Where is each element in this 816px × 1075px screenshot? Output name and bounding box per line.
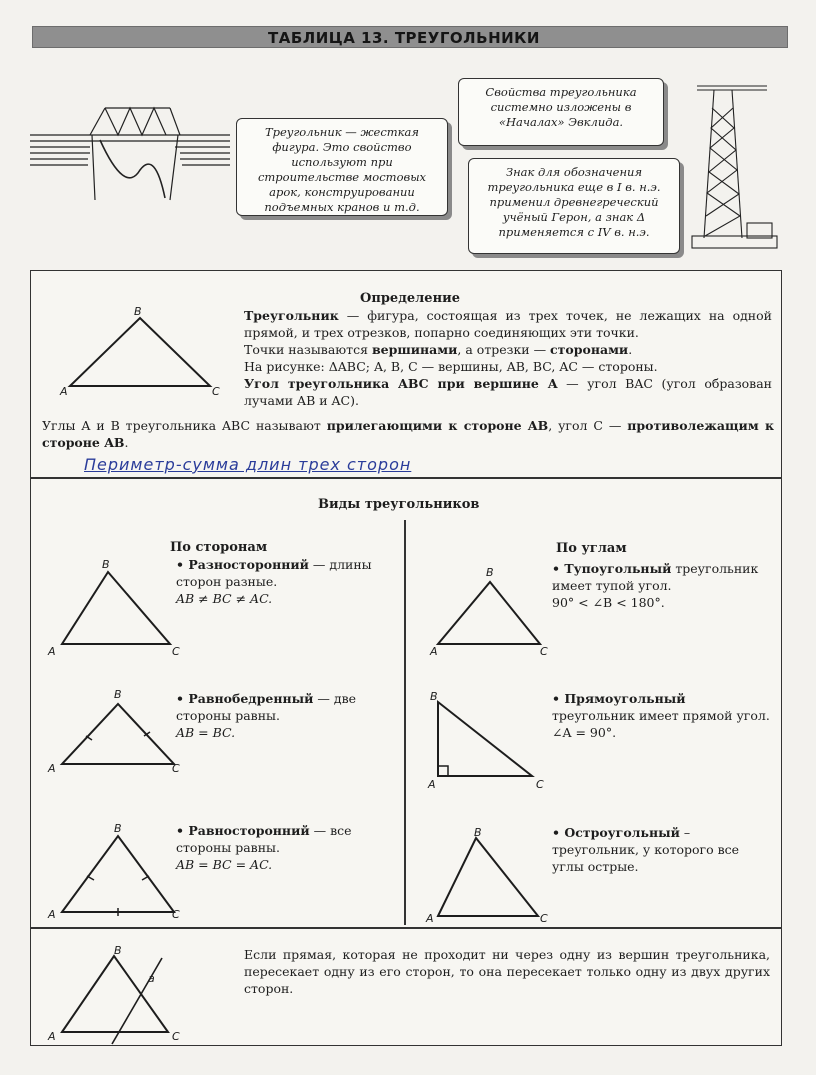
isosceles-term: Равнобедренный — [188, 691, 314, 706]
term-triangle: Треугольник — [244, 308, 339, 323]
scalene-label-a: A — [48, 645, 56, 658]
isosceles-formula: AB = BC. — [176, 725, 236, 740]
right-term: Прямоугольный — [564, 691, 686, 706]
acute-text — [552, 824, 772, 875]
isosceles-triangle — [50, 688, 180, 778]
equilateral-label-a: A — [48, 908, 56, 921]
kinds-heading: Виды треугольников — [318, 497, 480, 512]
equilateral-desc: — все стороны равны. — [176, 823, 352, 855]
obtuse-formula: 90° < ∠B < 180°. — [552, 595, 665, 610]
label-b: B — [134, 305, 142, 318]
right-triangle — [430, 690, 550, 790]
scalene-text — [176, 556, 394, 607]
acute-term: Остроугольный — [564, 825, 680, 840]
obtuse-label-c: C — [540, 645, 548, 658]
adj-c: , угол C — — [548, 418, 628, 433]
isosceles-label-a: A — [48, 762, 56, 775]
theorem-label-c: C — [172, 1030, 180, 1043]
obtuse-term: Тупоугольный — [564, 561, 672, 576]
by-angles-heading: По углам — [556, 541, 627, 556]
acute-triangle — [430, 830, 550, 930]
isosceles-desc: — две стороны равны. — [176, 691, 357, 723]
definition-text — [244, 307, 772, 409]
scalene-label-c: C — [172, 645, 180, 658]
obtuse-text — [552, 560, 772, 611]
equilateral-text — [176, 822, 394, 873]
scalene-desc: — длины сторон разные. — [176, 557, 372, 589]
card-heron: Знак для обозначения треугольника еще в I в. н.э. применил древнегреческий учёный Герон, а знак Δ применяется с IV в. н.э. — [468, 158, 680, 254]
label-c: C — [212, 385, 220, 398]
by-sides-heading: По сторонам — [170, 540, 268, 555]
theorem-label-b: B — [114, 944, 122, 957]
column-divider — [404, 520, 406, 925]
isosceles-text — [176, 690, 394, 741]
adjacent-text — [42, 417, 774, 451]
definition-body: — фигура, состоящая из трех точек, не лежащих на одной прямой, и трех отрезков, попарно соединяющих эти точки. — [244, 308, 772, 340]
theorem-triangle — [50, 944, 190, 1044]
right-label-b: B — [430, 690, 438, 703]
scalene-triangle — [50, 560, 180, 660]
right-desc: треугольник имеет прямой угол. — [552, 708, 770, 723]
adj-e: . — [124, 435, 129, 450]
scalene-formula: AB ≠ BC ≠ AC. — [176, 591, 273, 606]
obtuse-label-b: B — [486, 566, 494, 579]
def-line2c: . — [628, 342, 633, 357]
right-label-c: C — [536, 778, 544, 791]
isosceles-label-b: B — [114, 688, 122, 701]
handwritten-note: Периметр-сумма длин трех сторон — [84, 455, 412, 474]
adj-d: противолежащим к стороне AB — [42, 418, 774, 450]
isosceles-label-c: C — [172, 762, 180, 775]
right-formula: ∠A = 90°. — [552, 725, 617, 740]
scalene-label-b: B — [102, 558, 110, 571]
term-sides: сторонами — [550, 342, 629, 357]
acute-label-a: A — [426, 912, 434, 925]
equilateral-triangle — [50, 822, 180, 922]
adj-a: Углы A и B треугольника ABC называют — [42, 418, 327, 433]
obtuse-label-a: A — [430, 645, 438, 658]
def-angle: — угол BAC (угол образован лучами AB и AC). — [244, 376, 772, 408]
obtuse-triangle — [430, 572, 550, 652]
acute-desc: – треугольник, у которого все углы острые. — [552, 825, 740, 874]
equilateral-label-c: C — [172, 908, 180, 921]
term-angle: Угол треугольника ABC при вершине A — [244, 376, 558, 391]
term-vertices: вершинами — [371, 342, 458, 357]
definition-heading: Определение — [360, 291, 461, 306]
theorem-label-a: A — [48, 1030, 56, 1043]
def-example: На рисунке: ΔABC; A, B, C — вершины, AB, BC, AC — стороны. — [244, 359, 658, 374]
crane-tower-illustration — [692, 78, 782, 258]
scalene-term: Разносторонний — [188, 557, 309, 572]
bridge-illustration — [30, 100, 230, 210]
theorem-label-line: a — [148, 972, 155, 985]
equilateral-formula: AB = BC = AC. — [176, 857, 273, 872]
card-rigid-figure: Треугольник — жесткая фигура. Это свойство используют при строительстве мостовых арок, конструировании подъемных кранов и т.д. — [236, 118, 448, 216]
adj-b: прилегающими к стороне AB — [326, 418, 549, 433]
def-line2a: Точки называются — [244, 342, 372, 357]
equilateral-label-b: B — [114, 822, 122, 835]
theorem-text: Если прямая, которая не проходит ни через одну из вершин треугольника, пересекает одну из его сторон, то она пересекает только одну из двух других сторон. — [244, 947, 770, 996]
right-text — [552, 690, 772, 741]
page-title: ТАБЛИЦА 13. ТРЕУГОЛЬНИКИ — [268, 29, 540, 47]
acute-label-c: C — [540, 912, 548, 925]
card-euclid: Свойства треугольника системно изложены в «Началах» Эвклида. — [458, 78, 664, 146]
obtuse-desc: треугольник имеет тупой угол. — [552, 561, 759, 593]
right-label-a: A — [428, 778, 436, 791]
def-line2b: , а отрезки — — [457, 342, 551, 357]
acute-label-b: B — [474, 826, 482, 839]
label-a: A — [60, 385, 68, 398]
equilateral-term: Равносторонний — [188, 823, 310, 838]
